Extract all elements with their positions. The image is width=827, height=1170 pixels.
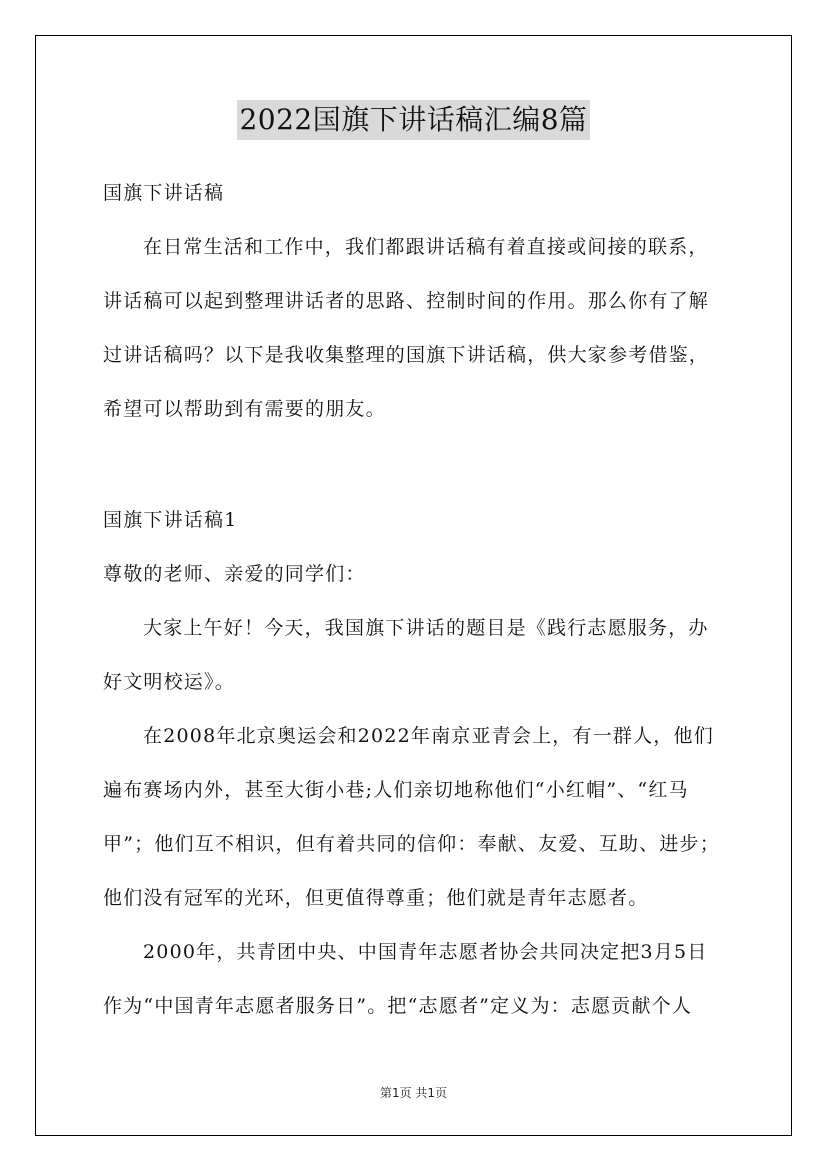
- paragraph-line: 遍布赛场内外，甚至大街小巷;人们亲切地称他们“小红帽”、“红马: [103, 779, 689, 801]
- intro-line: 过讲话稿吗？以下是我收集整理的国旗下讲话稿，供大家参考借鉴，: [103, 344, 710, 366]
- paragraph-line: 在2008年北京奥运会和2022年南京亚青会上，有一群人，他们: [143, 725, 714, 747]
- paragraph-line: 作为“中国青年志愿者服务日”。把“志愿者”定义为：志愿贡献个人: [103, 995, 693, 1017]
- intro-heading: 国旗下讲话稿: [103, 182, 225, 204]
- title-container: [0, 100, 827, 140]
- paragraph-line: 2000年，共青团中央、中国青年志愿者协会共同决定把3月5日: [143, 941, 708, 963]
- paragraph-line: 好文明校运》。: [103, 671, 235, 693]
- intro-line: 讲话稿可以起到整理讲话者的思路、控制时间的作用。那么你有了解: [103, 290, 710, 312]
- salutation: 尊敬的老师、亲爱的同学们：: [103, 563, 366, 585]
- paragraph-line: 他们没有冠军的光环，但更值得尊重；他们就是青年志愿者。: [103, 887, 649, 909]
- paragraph-line: 甲”；他们互不相识，但有着共同的信仰：奉献、友爱、互助、进步；: [103, 833, 720, 855]
- document-title: 2022国旗下讲话稿汇编8篇: [237, 100, 589, 140]
- intro-line: 希望可以帮助到有需要的朋友。: [103, 398, 386, 420]
- paragraph-line: 大家上午好！今天，我国旗下讲话的题目是《践行志愿服务，办: [143, 617, 709, 639]
- section-heading: 国旗下讲话稿1: [103, 509, 238, 531]
- intro-line: 在日常生活和工作中，我们都跟讲话稿有着直接或间接的联系，: [143, 236, 709, 258]
- page-footer: 第1页 共1页: [379, 1086, 448, 1100]
